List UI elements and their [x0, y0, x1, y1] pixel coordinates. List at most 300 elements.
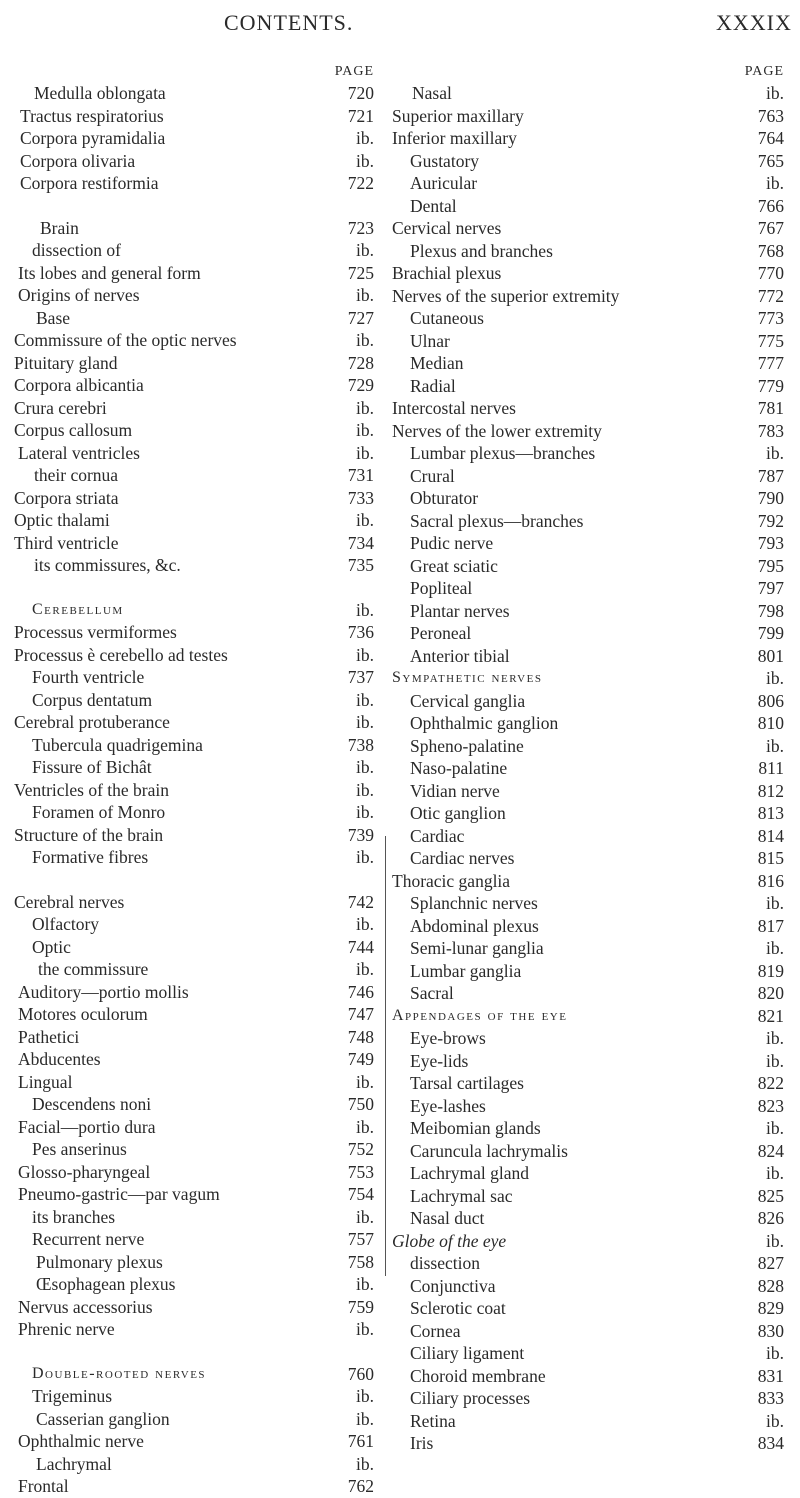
toc-entry-page: 820 [757, 983, 784, 1003]
toc-entry-label: Abducentes [18, 1049, 101, 1069]
toc-entry [14, 1430, 378, 1453]
toc-entry [392, 982, 788, 1005]
toc-entry-label: Radial [410, 375, 456, 396]
toc-entry [14, 599, 378, 622]
toc-entry-page: 811 [758, 758, 784, 778]
toc-entry [14, 262, 378, 285]
toc-entry-page: 722 [347, 173, 374, 193]
toc-entry-page: 799 [757, 623, 784, 643]
toc-entry [14, 532, 378, 555]
toc-entry-page: 764 [757, 128, 784, 148]
toc-entry-page: ib. [356, 420, 374, 440]
toc-entry-page: 823 [757, 1095, 784, 1116]
toc-entry-label: Vidian nerve [410, 780, 500, 801]
toc-entry-label: Corpus callosum [14, 420, 133, 440]
toc-entry [14, 307, 378, 330]
toc-entry-label: Splanchnic nerves [410, 893, 538, 913]
toc-entry-label: Third ventricle [14, 532, 119, 553]
toc-entry-page: 812 [757, 780, 784, 801]
toc-entry-page: ib. [356, 285, 374, 305]
toc-entry-page: ib. [356, 1453, 374, 1474]
toc-entry-label: Corpora restiformia [20, 173, 159, 193]
toc-entry-label: Processus è cerebello ad testes [14, 644, 228, 665]
toc-entry-page: 765 [757, 150, 784, 171]
toc-entry-page: ib. [356, 510, 374, 530]
toc-entry-label: Corpora albicantia [14, 375, 144, 395]
toc-entry-page: 813 [757, 803, 784, 823]
toc-entry-page: 830 [757, 1320, 784, 1341]
toc-entry-page: 739 [347, 824, 374, 845]
toc-entry-label: Choroid membrane [410, 1365, 546, 1386]
toc-entry-label: Origins of nerves [18, 285, 140, 305]
toc-entry-page: 762 [347, 1476, 374, 1496]
toc-entry-label: Cutaneous [410, 308, 484, 328]
toc-entry-page: 827 [757, 1253, 784, 1273]
toc-entry-page: ib. [356, 442, 374, 463]
toc-entry-page: ib. [766, 1410, 784, 1431]
toc-entry [392, 127, 788, 150]
toc-entry [392, 735, 788, 758]
toc-entry [392, 82, 788, 105]
toc-entry-page: ib. [356, 1319, 374, 1339]
toc-entry-label: Dental [410, 195, 457, 216]
toc-entry-label: Ventricles of the brain [14, 779, 170, 800]
toc-entry-label: Lingual [18, 1071, 73, 1092]
toc-entry-page: ib. [356, 1071, 374, 1092]
toc-entry-page: ib. [766, 938, 784, 958]
toc-entry-page: ib. [356, 240, 374, 260]
toc-entry [392, 1387, 788, 1410]
toc-entry-page: ib. [356, 128, 374, 148]
toc-entry [392, 1252, 788, 1275]
toc-entry-label: Eye-lids [410, 1050, 469, 1071]
section-gap [14, 1341, 378, 1363]
toc-entry [392, 1185, 788, 1208]
toc-entry-page: 831 [757, 1365, 784, 1386]
toc-entry-page: 729 [347, 375, 374, 395]
toc-entry-page: 759 [347, 1296, 374, 1317]
toc-entry-label: Commissure of the optic nerves [14, 330, 237, 350]
toc-entry [392, 240, 788, 263]
toc-entry [14, 217, 378, 240]
toc-entry [392, 1320, 788, 1343]
toc-entry-page: 767 [757, 218, 784, 238]
right-page-label-row [392, 58, 788, 82]
toc-entry [392, 1050, 788, 1073]
page-column-label: PAGE [334, 64, 374, 79]
toc-entry [14, 1161, 378, 1184]
toc-entry [14, 1273, 378, 1296]
toc-entry-label: Semi-lunar ganglia [410, 938, 544, 958]
toc-entry-page: ib. [356, 959, 374, 979]
toc-entry-page: ib. [356, 1116, 374, 1137]
toc-entry [392, 555, 788, 578]
toc-entry-label: dissection [410, 1253, 480, 1273]
toc-entry-page: ib. [766, 1028, 784, 1048]
toc-entry-label: Phrenic nerve [18, 1319, 115, 1339]
toc-entry [14, 801, 378, 824]
toc-entry [14, 936, 378, 959]
toc-entry [14, 779, 378, 802]
toc-entry-label: Lumbar plexus—branches [410, 443, 596, 463]
toc-entry-page: 734 [347, 532, 374, 553]
toc-entry-page: 733 [347, 487, 374, 508]
toc-entry-label: Nervus accessorius [18, 1296, 153, 1317]
toc-entry-label: Conjunctiva [410, 1275, 496, 1296]
toc-entry [14, 1183, 378, 1206]
toc-entry [14, 239, 378, 262]
toc-entry-label: Pes anserinus [32, 1139, 127, 1159]
toc-entry-label: Structure of the brain [14, 824, 164, 845]
toc-entry-page: 753 [347, 1161, 374, 1182]
toc-entry-page: 723 [347, 217, 374, 238]
toc-entry-page: ib. [766, 1163, 784, 1183]
toc-entry-page: ib. [356, 914, 374, 934]
toc-entry-page: 814 [757, 825, 784, 846]
toc-entry-label: Crura cerebri [14, 397, 107, 418]
toc-entry-page: ib. [766, 1050, 784, 1071]
toc-entry [392, 1410, 788, 1433]
toc-entry-label: Sclerotic coat [410, 1298, 506, 1318]
toc-entry-label: Casserian ganglion [36, 1408, 170, 1429]
toc-entry-page: 793 [757, 533, 784, 553]
toc-entry-label: Motores oculorum [18, 1004, 148, 1024]
toc-entry-label: Corpora striata [14, 487, 119, 508]
toc-entry-label: Popliteal [410, 578, 473, 598]
toc-entry-page: 763 [757, 105, 784, 126]
toc-entry-page: 736 [347, 622, 374, 642]
toc-entry [14, 554, 378, 577]
toc-entry [14, 1251, 378, 1274]
toc-entry [392, 1117, 788, 1140]
toc-entry-page: ib. [356, 644, 374, 665]
toc-entry [392, 1230, 788, 1253]
toc-entry [14, 824, 378, 847]
toc-entry-page: 792 [757, 510, 784, 531]
toc-entry [14, 1296, 378, 1319]
toc-entry [392, 150, 788, 173]
toc-entry-label: Olfactory [32, 914, 100, 934]
toc-entry-label: Frontal [18, 1476, 69, 1496]
toc-entry-page: 828 [757, 1275, 784, 1296]
toc-entry-label: Plexus and branches [410, 240, 553, 261]
toc-entry-page: 816 [757, 870, 784, 891]
toc-entry-label: Plantar nerves [410, 600, 510, 621]
page-column-label: PAGE [744, 64, 784, 79]
toc-entry-page: ib. [356, 847, 374, 867]
toc-entry-label: Glosso-pharyngeal [18, 1161, 151, 1182]
toc-entry-page: 750 [347, 1094, 374, 1114]
toc-entry-label: Brachial plexus [392, 263, 502, 283]
toc-entry-page: ib. [766, 443, 784, 463]
toc-entry-label: Cerebral nerves [14, 891, 125, 912]
toc-entry-label: Lachrymal gland [410, 1163, 530, 1183]
toc-entry-label: Pneumo-gastric—par vagum [18, 1184, 220, 1204]
toc-entry-label: Optic [32, 936, 71, 957]
toc-entry [14, 487, 378, 510]
toc-entry-label: Pulmonary plexus [36, 1251, 163, 1272]
toc-entry [14, 172, 378, 195]
toc-entry-label: Optic thalami [14, 510, 110, 530]
toc-entry [14, 1206, 378, 1229]
toc-entry [392, 937, 788, 960]
toc-entry-label: Sympathetic nerves [392, 669, 543, 686]
toc-entry [14, 756, 378, 779]
toc-entry [14, 1071, 378, 1094]
toc-entry-page: 766 [757, 195, 784, 216]
toc-entry [392, 892, 788, 915]
toc-entry-label: Obturator [410, 488, 479, 508]
toc-entry-label: Great sciatic [410, 555, 498, 576]
toc-entry-page: 770 [757, 263, 784, 283]
toc-entry-page: 787 [757, 465, 784, 486]
toc-entry-page: ib. [356, 712, 374, 732]
toc-entry-page: 742 [347, 891, 374, 912]
toc-entry-page: 790 [757, 488, 784, 508]
toc-entry-label: Base [36, 307, 71, 328]
toc-entry-label: Fissure of Bichât [32, 757, 152, 777]
toc-entry-label: Processus vermiformes [14, 622, 177, 642]
toc-entry [392, 1095, 788, 1118]
toc-entry-page: ib. [766, 735, 784, 756]
toc-entry-page: ib. [766, 1343, 784, 1363]
toc-entry-page: 735 [347, 555, 374, 575]
toc-entry-label: Sacral [410, 983, 454, 1003]
toc-entry [392, 1207, 788, 1230]
toc-entry-page: 821 [757, 1005, 784, 1026]
toc-entry [392, 397, 788, 420]
toc-entry [392, 172, 788, 195]
toc-entry-page: 747 [347, 1004, 374, 1024]
toc-entry [14, 846, 378, 869]
toc-entry [392, 262, 788, 285]
toc-entry [392, 1297, 788, 1320]
toc-entry-page: 817 [757, 915, 784, 936]
toc-entry [392, 420, 788, 443]
toc-entry-page: 801 [757, 645, 784, 666]
toc-entry-label: Abdominal plexus [410, 915, 539, 936]
toc-entry-page: ib. [356, 1274, 374, 1294]
toc-entry-page: ib. [356, 1206, 374, 1227]
toc-entry-page: 727 [347, 307, 374, 328]
toc-entry [14, 891, 378, 914]
toc-entry-label: Ophthalmic nerve [18, 1431, 144, 1451]
toc-entry-page: 749 [347, 1049, 374, 1069]
toc-entry-label: Eye-brows [410, 1028, 486, 1048]
toc-entry-label: Foramen of Monro [32, 802, 166, 822]
left-column [14, 58, 378, 1498]
toc-entry-page: 779 [757, 375, 784, 396]
toc-entry [14, 352, 378, 375]
toc-entry-page: 757 [347, 1229, 374, 1249]
toc-entry [14, 397, 378, 420]
toc-entry-page: 806 [757, 690, 784, 711]
toc-entry [14, 689, 378, 712]
toc-entry [14, 1228, 378, 1251]
toc-entry-page: ib. [766, 173, 784, 193]
toc-entry-page: 746 [347, 981, 374, 1002]
toc-entry-page: 728 [347, 352, 374, 373]
toc-entry [14, 1093, 378, 1116]
toc-entry-page: 777 [757, 353, 784, 373]
toc-entry-page: ib. [356, 330, 374, 350]
toc-entry [14, 981, 378, 1004]
toc-entry [392, 667, 788, 690]
toc-entry-label: Spheno-palatine [410, 735, 524, 756]
toc-entry-label: dissection of [32, 240, 121, 260]
toc-entry-label: Tractus respiratorius [20, 105, 164, 126]
toc-entry-label: Recurrent nerve [32, 1229, 145, 1249]
toc-entry [14, 105, 378, 128]
toc-entry [14, 734, 378, 757]
toc-entry-label: Cerebellum [32, 600, 124, 618]
running-title: CONTENTS. [224, 10, 354, 35]
toc-entry [392, 352, 788, 375]
toc-entry-page: ib. [356, 150, 374, 171]
toc-entry-label: Iris [410, 1433, 434, 1453]
toc-entry-label: Formative fibres [32, 847, 149, 867]
toc-entry [14, 1385, 378, 1408]
toc-entry-page: ib. [356, 1386, 374, 1406]
toc-entry-label: their cornua [34, 465, 119, 485]
toc-entry [14, 1026, 378, 1049]
toc-entry [392, 375, 788, 398]
toc-entry [14, 464, 378, 487]
toc-entry-label: Auditory—portio mollis [18, 981, 189, 1002]
toc-entry-label: Ciliary ligament [410, 1343, 525, 1363]
section-gap [14, 869, 378, 891]
toc-entry [14, 284, 378, 307]
toc-entry-label: Median [410, 353, 464, 373]
toc-entry-page: ib. [766, 1118, 784, 1138]
toc-entry-label: Cerebral protuberance [14, 712, 170, 732]
toc-entry-page: 810 [757, 713, 784, 733]
toc-entry-label: Anterior tibial [410, 645, 510, 666]
toc-entry [392, 712, 788, 735]
toc-entry-label: Meibomian glands [410, 1118, 541, 1138]
toc-entry-label: Nerves of the lower extremity [392, 420, 602, 441]
toc-entry-label: Ciliary processes [410, 1388, 531, 1408]
toc-entry [14, 1116, 378, 1139]
toc-entry [392, 217, 788, 240]
toc-entry-page: 775 [757, 330, 784, 351]
toc-entry [392, 532, 788, 555]
toc-entry [14, 442, 378, 465]
toc-entry [392, 577, 788, 600]
toc-entry [392, 600, 788, 623]
toc-entry [392, 1072, 788, 1095]
toc-entry [392, 645, 788, 668]
toc-entry [392, 330, 788, 353]
toc-entry [14, 1453, 378, 1476]
toc-entry [14, 127, 378, 150]
toc-entry-label: Nasal [412, 83, 452, 103]
toc-entry-label: Pathetici [18, 1026, 80, 1047]
toc-entry-label: Cornea [410, 1320, 461, 1341]
toc-entry-page: 795 [757, 555, 784, 576]
toc-entry-label: Caruncula lachrymalis [410, 1140, 568, 1161]
toc-entry [392, 757, 788, 780]
toc-entry-page: 826 [757, 1208, 784, 1228]
toc-entry [392, 1140, 788, 1163]
toc-entry-page: 738 [347, 734, 374, 755]
toc-entry [14, 374, 378, 397]
toc-entry-page: 748 [347, 1026, 374, 1047]
toc-entry-page: 783 [757, 420, 784, 441]
toc-entry-label: Auricular [410, 173, 478, 193]
toc-entry [392, 285, 788, 308]
toc-entry-label: Cardiac [410, 825, 465, 846]
toc-entry-page: ib. [766, 893, 784, 913]
toc-entry-page: 798 [757, 600, 784, 621]
toc-entry [392, 622, 788, 645]
toc-entry [392, 1342, 788, 1365]
toc-entry [392, 1005, 788, 1028]
toc-entry-page: 768 [757, 240, 784, 261]
toc-entry-page: 833 [757, 1388, 784, 1408]
toc-entry [14, 1408, 378, 1431]
section-gap [14, 577, 378, 599]
toc-entry [14, 329, 378, 352]
toc-entry-label: Ophthalmic ganglion [410, 713, 559, 733]
toc-entry-page: 797 [757, 578, 784, 598]
toc-entry-label: Intercostal nerves [392, 398, 516, 418]
toc-entry [392, 1027, 788, 1050]
toc-entry [392, 847, 788, 870]
toc-entry-page: ib. [356, 397, 374, 418]
toc-entry-page: 822 [757, 1073, 784, 1093]
toc-entry-page: 720 [347, 83, 374, 103]
toc-entry [392, 307, 788, 330]
toc-entry [392, 870, 788, 893]
toc-entry [392, 195, 788, 218]
toc-entry [14, 711, 378, 734]
toc-entry-page: ib. [766, 668, 784, 688]
toc-entry [392, 442, 788, 465]
toc-entry-label: Ulnar [410, 330, 450, 351]
toc-entry-page: ib. [766, 83, 784, 103]
toc-entry [392, 1275, 788, 1298]
toc-entry [14, 419, 378, 442]
toc-entry-page: 829 [757, 1298, 784, 1318]
toc-entry-label: Crural [410, 465, 455, 486]
toc-entry-label: Thoracic ganglia [392, 870, 511, 891]
toc-entry [14, 913, 378, 936]
toc-entry-label: Eye-lashes [410, 1095, 486, 1116]
toc-entry [14, 82, 378, 105]
toc-entry-page: 725 [347, 262, 374, 283]
toc-entry-label: Sacral plexus—branches [410, 510, 584, 531]
toc-entry-label: Cervical ganglia [410, 690, 526, 711]
toc-entry-label: Œsophagean plexus [36, 1274, 176, 1294]
toc-entry-page: 834 [757, 1433, 784, 1453]
toc-entry [392, 1365, 788, 1388]
toc-entry-label: Trigeminus [32, 1386, 113, 1406]
toc-entry [392, 105, 788, 128]
toc-entry-label: Cardiac nerves [410, 848, 515, 868]
toc-entry-label: Double-rooted nerves [32, 1364, 207, 1382]
toc-entry-page: 773 [757, 308, 784, 328]
toc-entry-page: 752 [347, 1139, 374, 1159]
toc-entry [14, 1475, 378, 1498]
toc-entry [392, 690, 788, 713]
toc-entry-page: 824 [757, 1140, 784, 1161]
toc-entry-page: ib. [356, 779, 374, 800]
toc-entry-label: Lachrymal sac [410, 1185, 513, 1206]
toc-entry-label: Gustatory [410, 150, 480, 171]
toc-entry-label: Superior maxillary [392, 105, 524, 126]
toc-entry-page: 761 [347, 1431, 374, 1451]
